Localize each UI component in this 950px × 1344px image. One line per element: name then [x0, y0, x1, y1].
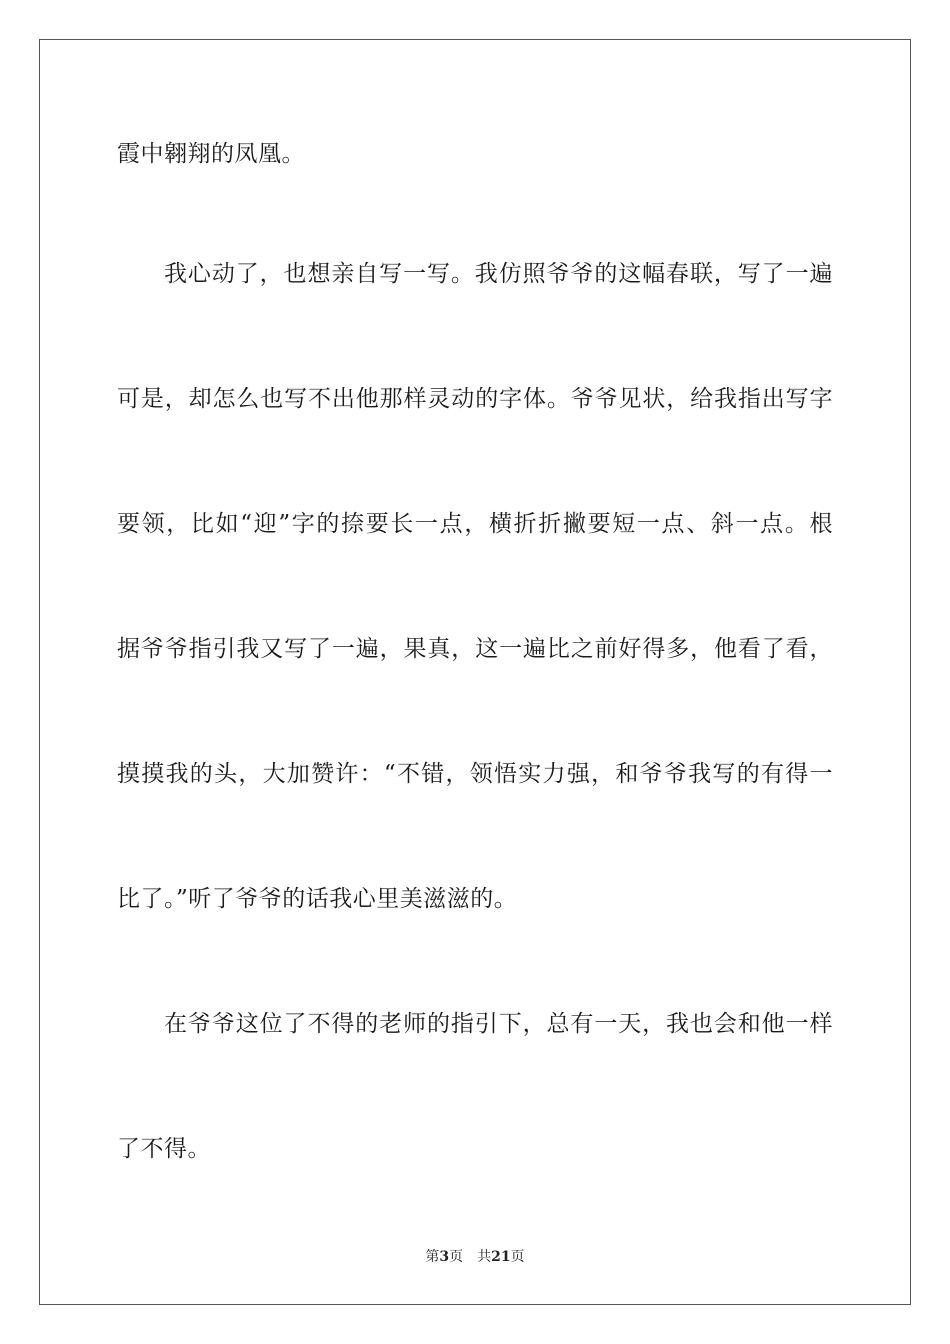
text-line-5: 据爷爷指引我又写了一遍，果真，这一遍比之前好得多，他看了看， [117, 636, 833, 662]
page-border [39, 39, 911, 1305]
text-line-1: 霞中翱翔的凤凰。 [117, 141, 305, 167]
footer-total-pages: 21 [491, 1249, 511, 1265]
page-footer [0, 1248, 950, 1266]
text-line-3: 可是，却怎么也写不出他那样灵动的字体。爷爷见状，给我指出写字 [117, 386, 833, 412]
footer-page-prefix: 第 [425, 1249, 440, 1265]
text-line-4: 要领，比如“迎”字的捺要长一点，横折折撇要短一点、斜一点。根 [117, 511, 833, 537]
footer-page-number: 3 [439, 1249, 450, 1265]
text-line-9: 了不得。 [117, 1136, 211, 1162]
text-line-7: 比了。”听了爷爷的话我心里美滋滋的。 [117, 886, 518, 912]
footer-total-prefix: 共 [477, 1249, 492, 1265]
text-line-2: 我心动了，也想亲自写一写。我仿照爷爷的这幅春联，写了一遍 [164, 261, 833, 287]
footer-page-suffix: 页 [449, 1249, 464, 1265]
text-line-8: 在爷爷这位了不得的老师的指引下，总有一天，我也会和他一样 [164, 1011, 833, 1037]
footer-total-suffix: 页 [510, 1249, 525, 1265]
text-line-6: 摸摸我的头，大加赞许：“不错，领悟实力强，和爷爷我写的有得一 [117, 761, 833, 787]
